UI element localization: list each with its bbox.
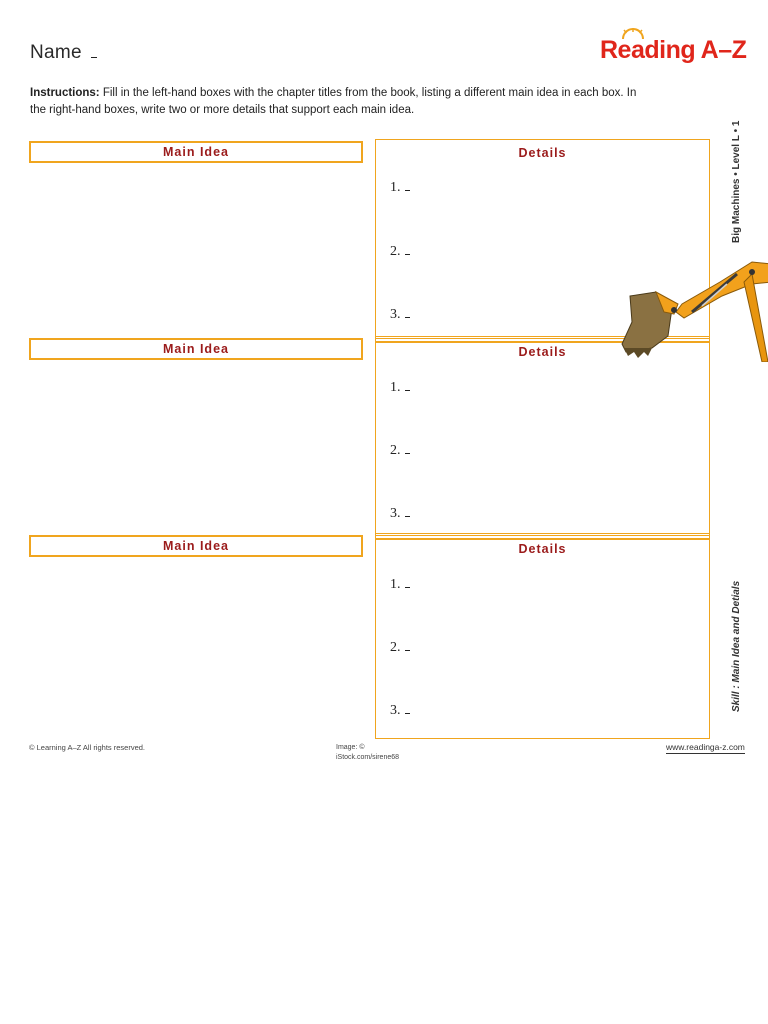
main-idea-field-1[interactable] <box>29 141 363 163</box>
copyright-text: © Learning A–Z All rights reserved. <box>29 743 146 752</box>
main-idea-label: Main Idea <box>163 539 229 553</box>
detail-item[interactable]: 3. <box>390 307 410 323</box>
excavator-image <box>612 252 768 362</box>
detail-item[interactable]: 2. <box>390 244 410 260</box>
name-blank[interactable] <box>91 43 97 58</box>
detail-item[interactable]: 1. <box>390 180 410 196</box>
divider <box>376 538 709 540</box>
detail-item[interactable]: 1. <box>390 380 410 396</box>
main-idea-field-2[interactable] <box>29 338 363 360</box>
detail-item[interactable]: 3. <box>390 703 410 719</box>
main-idea-field-3[interactable] <box>29 535 363 557</box>
skill-label: Skill : Main Idea and Detials <box>731 580 742 712</box>
main-idea-label: Main Idea <box>163 145 229 159</box>
details-label: Details <box>518 146 567 160</box>
website-link[interactable]: www.readinga-z.com <box>666 742 745 752</box>
logo-text: Reading A–Z <box>600 36 747 64</box>
reading-az-logo <box>600 28 747 72</box>
detail-item[interactable]: 1. <box>390 577 410 593</box>
detail-item[interactable]: 2. <box>390 640 410 656</box>
details-box-3[interactable] <box>375 533 710 739</box>
details-label: Details <box>518 345 567 359</box>
detail-item[interactable]: 3. <box>390 506 410 522</box>
details-box-2[interactable] <box>375 336 710 536</box>
main-idea-label: Main Idea <box>163 342 229 356</box>
instructions-text: Fill in the left-hand boxes with the chapter titles from the book, listing a different main idea in each box. In the right-hand boxes, write two or more details that support each main idea. <box>30 87 637 116</box>
image-credit <box>336 743 399 763</box>
book-level-label: Big Machines • Level L • 1 <box>731 120 742 243</box>
instructions-lead: Instructions: <box>30 87 100 99</box>
detail-item[interactable]: 2. <box>390 443 410 459</box>
image-credit-line1: Image: © <box>336 744 365 751</box>
image-credit-line2: iStock.com/sirene68 <box>336 754 400 761</box>
details-label: Details <box>518 542 567 556</box>
name-label: Name <box>30 42 97 64</box>
instructions <box>30 85 650 119</box>
